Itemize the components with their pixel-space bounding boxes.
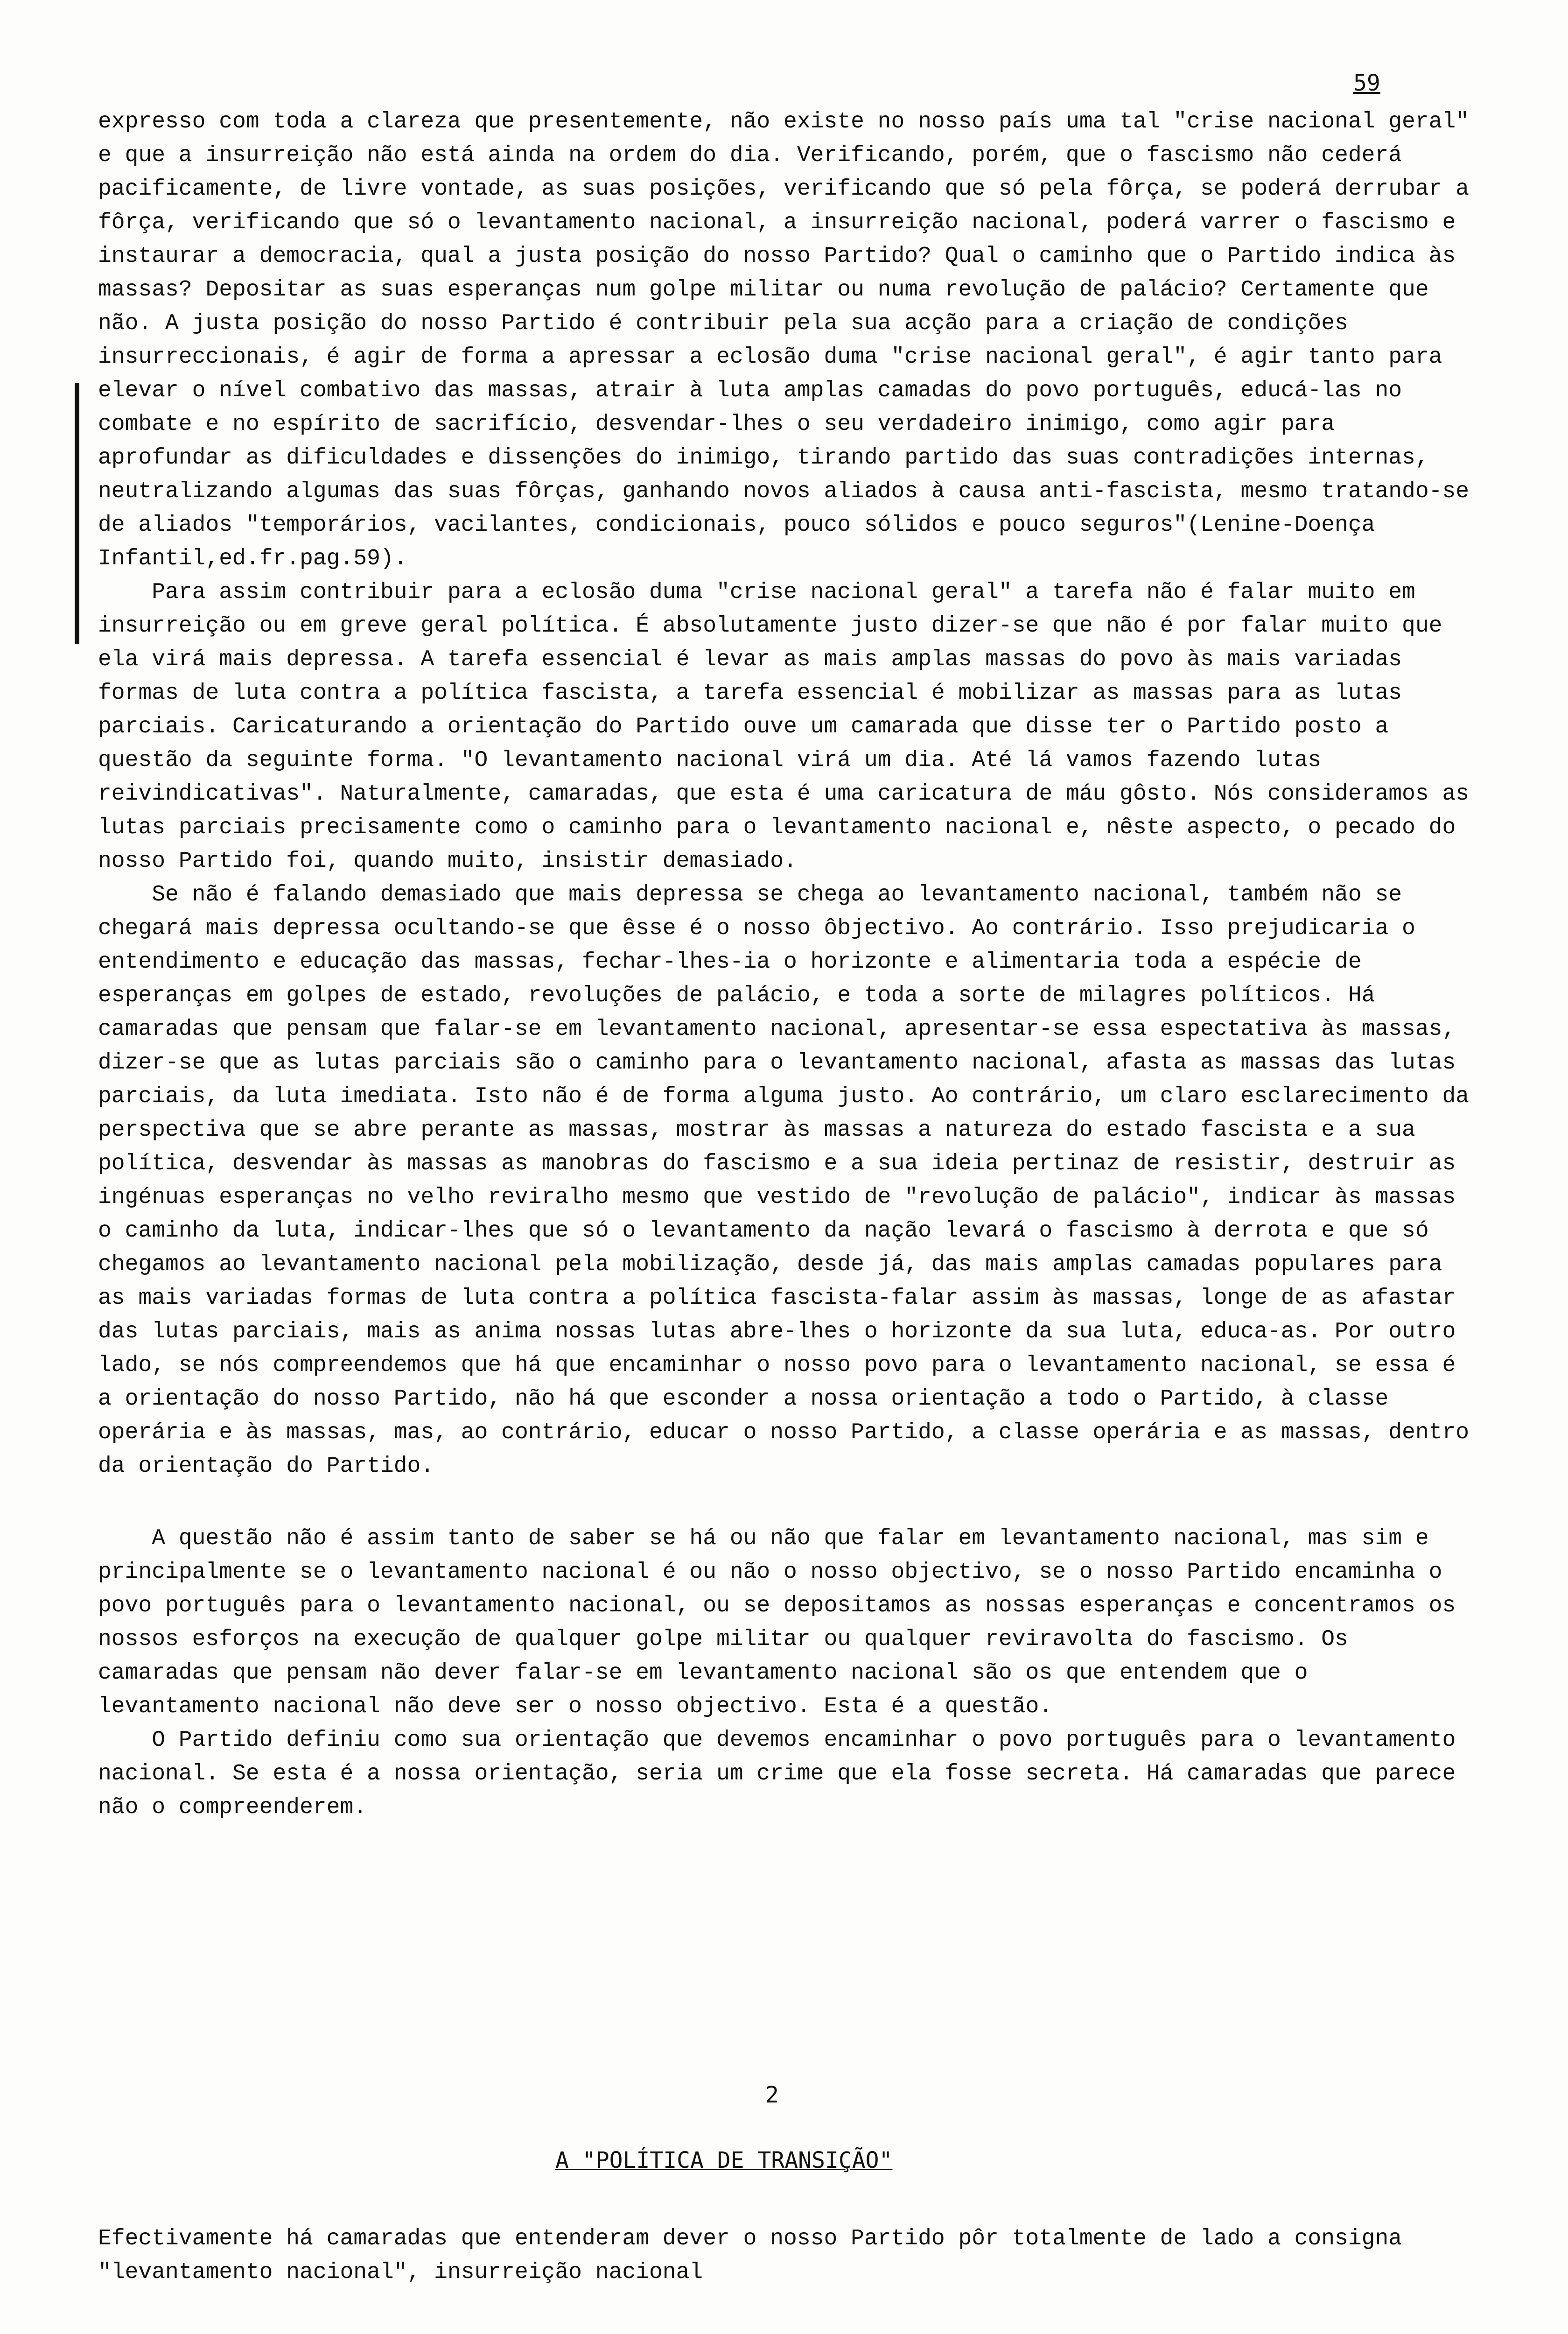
section-number: 2 <box>765 2082 779 2108</box>
page-number: 59 <box>1353 70 1380 96</box>
section-title: A "POLÍTICA DE TRANSIÇÃO" <box>555 2147 893 2173</box>
body-text-block-2: A questão não é assim tanto de saber se há ou não que falar em levantamento nacional, mas sim e principalmente se o levantamento nacional é ou não o nosso objectivo, se o nosso Partido encaminha o povo português para o levantamento nacional, ou se depositamos as nossas esperanças e concentramos os nossos esforços na execução de qualquer golpe militar ou qualquer reviravolta do fascismo. Os camaradas que pensam não dever falar-se em levantamento nacional são os que entendem que o levantamento nacional não deve ser o nosso objectivo. Esta é a questão. O Partido definiu como sua orientação que devemos encaminhar o povo português para o levantamento nacional. Se esta é a nossa orientação, seria um crime que ela fosse secreta. Há camaradas que parece não o compreenderem. <box>98 1526 1456 1820</box>
margin-bracket <box>75 383 79 644</box>
body-text-block-3: Efectivamente há camaradas que entenderam dever o nosso Partido pôr totalmente de lado a consigna "levantamento nacional", insurreição nacional <box>98 2226 1415 2285</box>
body-text-block-1: expresso com toda a clareza que presentemente, não existe no nosso país uma tal "crise nacional geral" e que a insurreição não está ainda na ordem do dia. Verificando, porém, que o fascismo não cederá pacificamente, de livre vontade, as suas posições, verificando que só pela fôrça, se poderá derrubar a fôrça, verificando que só o levantamento nacional, a insurreição nacional, poderá varrer o fascismo e instaurar a democracia, qual a justa posição do nosso Partido? Qual o caminho que o Partido indica às massas? Depositar as suas esperanças num golpe militar ou numa revolução de palácio? Certamente que não. A justa posição do nosso Partido é contribuir pela sua acção para a criação de condições insurreccionais, é agir de forma a apressar a eclosão duma "crise nacional geral", é agir tanto para elevar o nível combativo das massas, atrair à luta amplas camadas do povo português, educá-las no combate e no espírito de sacrifício, desvendar-lhes o seu verdadeiro inimigo, como agir para aprofundar as dificuldades e dissenções do inimigo, tirando partido das suas contradições internas, neutralizando algumas das suas fôrças, ganhando novos aliados à causa anti-fascista, mesmo tratando-se de aliados "temporários, vacilantes, condicionais, pouco sólidos e pouco seguros"(Lenine-Doença Infantil,ed.fr.pag.59). Para assim contribuir para a eclosão duma "crise nacional geral" a tarefa não é falar muito em insurreição ou em greve geral política. É absolutamente justo dizer-se que não é por falar muito que ela virá mais depressa. A tarefa essencial é levar as mais amplas massas do povo às mais variadas formas de luta contra a política fascista, a tarefa essencial é mobilizar as massas para as lutas parciais. Caricaturando a orientação do Partido ouve um camarada que disse ter o Partido posto a questão da seguinte forma. "O levantamento nacional virá um dia. Até lá vamos fazendo lutas reivindicativas". Naturalmente, camaradas, que esta é uma caricatura de máu gôsto. Nós consideramos as lutas parciais precisamente como o caminho para o levantamento nacional e, nêste aspecto, o pecado do nosso Partido foi, quando muito, insistir demasiado. Se não é falando demasiado que mais depressa se chega ao levantamento nacional, também não se chegará mais depressa ocultando-se que êsse é o nosso ôbjectivo. Ao contrário. Isso prejudicaria o entendimento e educação das massas, fechar-lhes-ia o horizonte e alimentaria toda a espécie de esperanças em golpes de estado, revoluções de palácio, e toda a sorte de milagres políticos. Há camaradas que pensam que falar-se em levantamento nacional, apresentar-se essa espectativa às massas, dizer-se que as lutas parciais são o caminho para o levantamento nacional, afasta as massas das lutas parciais, da luta imediata. Isto não é de forma alguma justo. Ao contrário, um claro esclarecimento da perspectiva que se abre perante as massas, mostrar às massas a natureza do estado fascista e a sua política, desvendar às massas as manobras do fascismo e a sua ideia pertinaz de resistir, destruir as ingénuas esperanças no velho reviralho mesmo que vestido de "revolução de palácio", indicar às massas o caminho da luta, indicar-lhes que só o levantamento da nação levará o fascismo à derrota e que só chegamos ao levantamento nacional pela mobilização, desde já, das mais amplas camadas populares para as mais variadas formas de luta contra a política fascista-falar assim às massas, longe de as afastar das lutas parciais, mais as anima nossas lutas abre-lhes o horizonte da sua luta, educa-as. Por outro lado, se nós compreendemos que há que encaminhar o nosso povo para o levantamento nacional, se essa é a orientação do nosso Partido, não há que esconder a nossa orientação a todo o Partido, à classe operária e às massas, mas, ao contrário, educar o nosso Partido, a classe operária e as massas, dentro da orientação do Partido. <box>98 109 1470 1479</box>
